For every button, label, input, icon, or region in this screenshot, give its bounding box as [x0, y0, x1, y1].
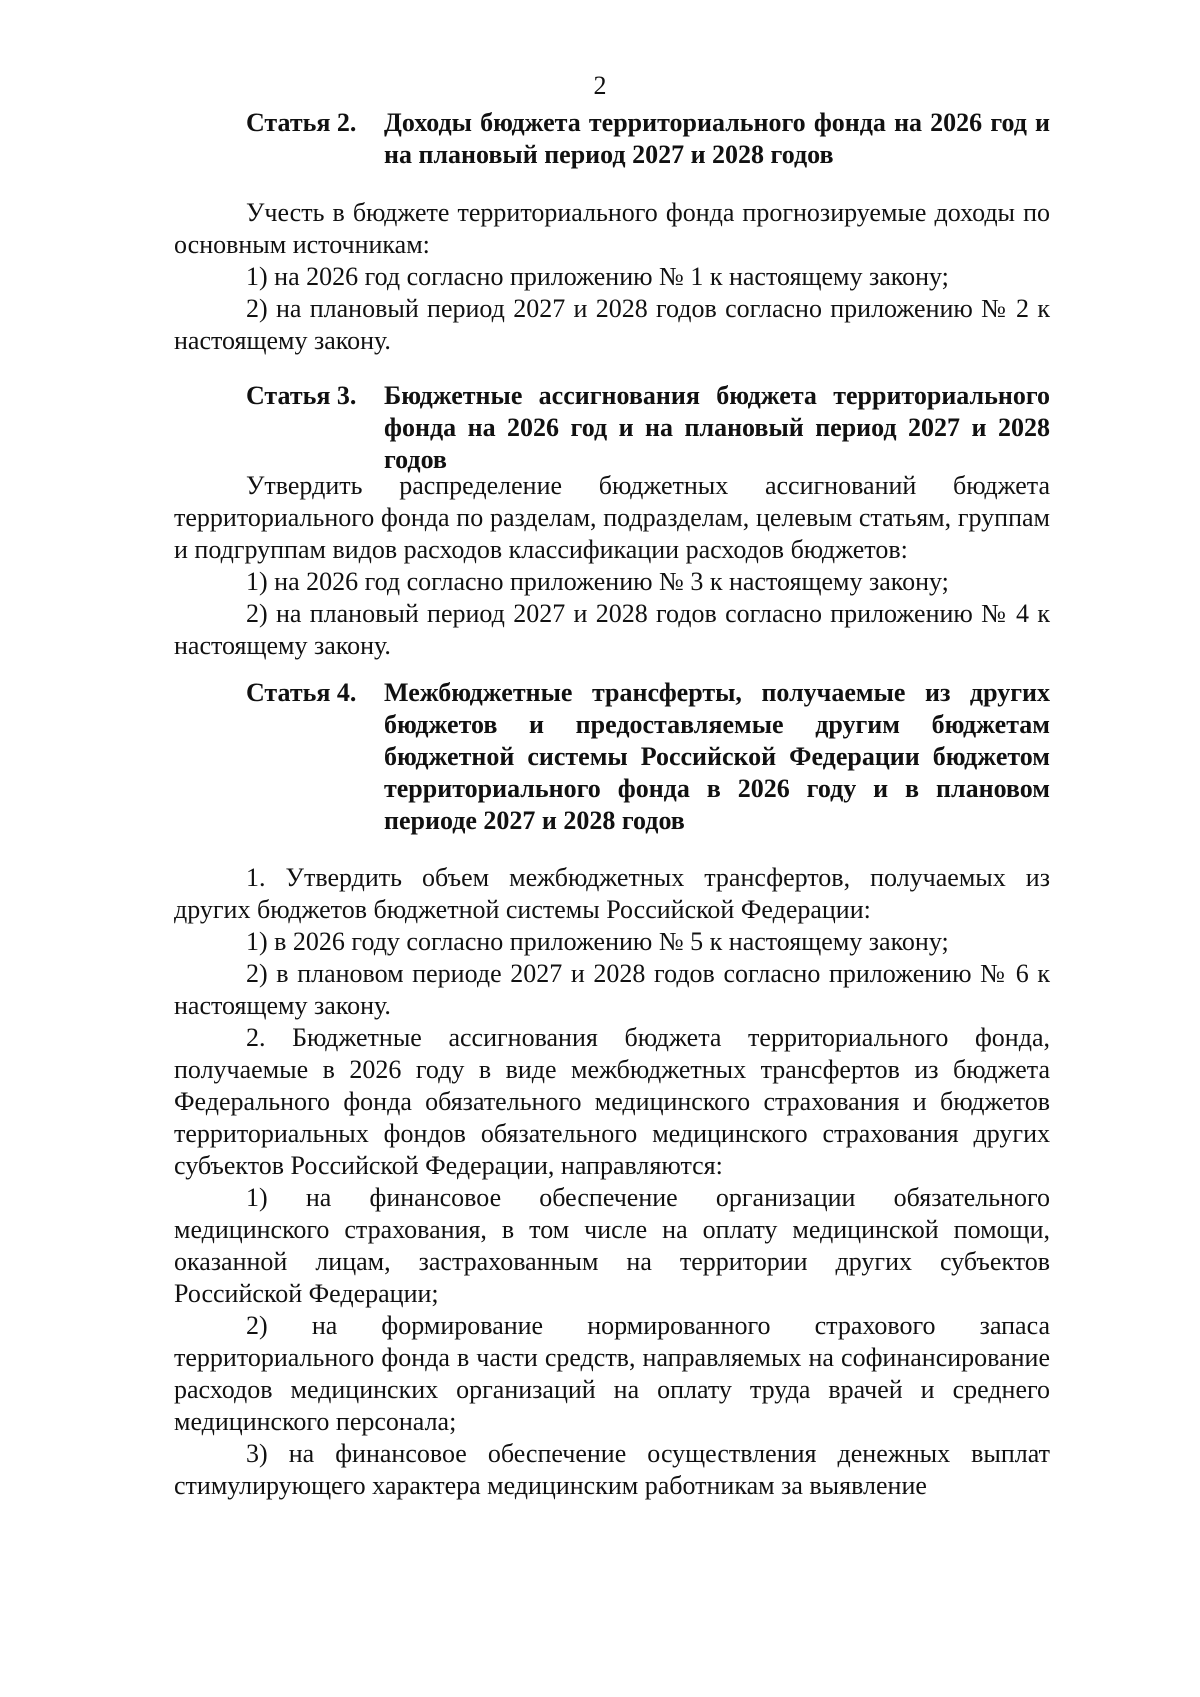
article-label: Статья 4.: [246, 678, 357, 707]
article-3: [174, 380, 1050, 476]
paragraph: 2) на плановый период 2027 и 2028 годов согласно приложению № 2 к настоящему закону.: [174, 294, 1050, 355]
paragraph: 1) на 2026 год согласно приложению № 1 к настоящему закону;: [246, 262, 949, 291]
article-title: Доходы бюджета территориального фонда на 2026 год и на плановый период 2027 и 2028 годов: [384, 108, 1050, 169]
article-title: Межбюджетные трансферты, получаемые из других бюджетов и предоставляемые другим бюджетам бюджетной системы Российской Федерации бюджетом территориального фонда в 2026 году и в плановом периоде 2027 и 2028 годов: [384, 678, 1050, 835]
article-4: [174, 677, 1050, 837]
article-heading: [174, 107, 1050, 171]
page-number: 2: [593, 71, 607, 100]
paragraph: 2) на формирование нормированного страхового запаса территориального фонда в части средств, направляемых на софинансирование расходов медицинских организаций на оплату труда врачей и среднего медицинского персонала;: [174, 1311, 1050, 1436]
article-label: Статья 3.: [246, 381, 357, 410]
paragraph: 3) на финансовое обеспечение осуществления денежных выплат стимулирующего характера медицинским работникам за выявление: [174, 1439, 1050, 1500]
article-title: Бюджетные ассигнования бюджета территориального фонда на 2026 год и на плановый период 2027 и 2028 годов: [384, 381, 1050, 474]
paragraph: 1) на финансовое обеспечение организации обязательного медицинского страхования, в том числе на оплату медицинской помощи, оказанной лицам, застрахованным на территории других субъектов Российской Федерации;: [174, 1183, 1050, 1308]
article-2: [174, 107, 1050, 171]
paragraph: 2. Бюджетные ассигнования бюджета территориального фонда, получаемые в 2026 году в виде межбюджетных трансфертов из бюджета Федерального фонда обязательного медицинского страхования и бюджетов территориальных фондов обязательного медицинского страхования других субъектов Российской Федерации, направляются:: [174, 1023, 1050, 1180]
article-4-body: [174, 862, 1050, 1502]
article-heading: [174, 380, 1050, 476]
article-heading: [174, 677, 1050, 837]
paragraph: 2) на плановый период 2027 и 2028 годов согласно приложению № 4 к настоящему закону.: [174, 599, 1050, 660]
paragraph: Утвердить распределение бюджетных ассигнований бюджета территориального фонда по разделам, подразделам, целевым статьям, группам и подгруппам видов расходов классификации расходов бюджетов:: [174, 471, 1050, 564]
paragraph: Учесть в бюджете территориального фонда прогнозируемые доходы по основным источникам:: [174, 198, 1050, 259]
article-3-body: [174, 470, 1050, 662]
paragraph: 1. Утвердить объем межбюджетных трансфертов, получаемых из других бюджетов бюджетной системы Российской Федерации:: [174, 863, 1050, 924]
paragraph: 1) на 2026 год согласно приложению № 3 к настоящему закону;: [246, 567, 949, 596]
paragraph: 2) в плановом периоде 2027 и 2028 годов согласно приложению № 6 к настоящему закону.: [174, 959, 1050, 1020]
article-2-body: [174, 197, 1050, 357]
article-label: Статья 2.: [246, 108, 357, 137]
paragraph: 1) в 2026 году согласно приложению № 5 к настоящему закону;: [246, 927, 949, 956]
